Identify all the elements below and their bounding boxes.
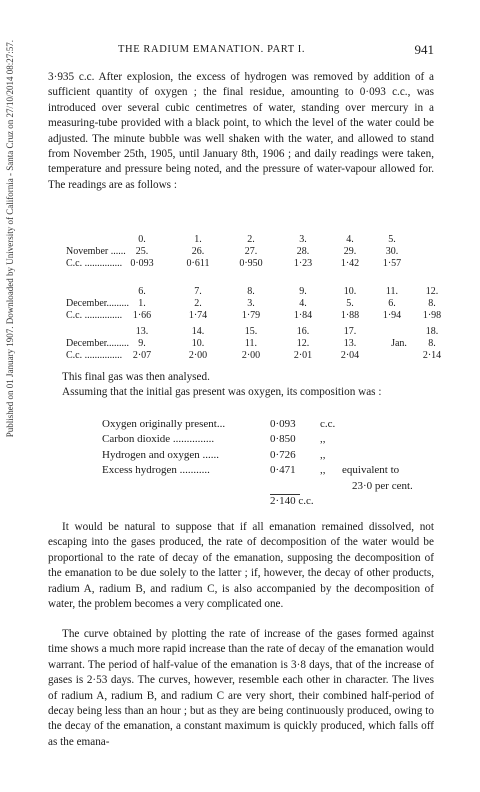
comp-note: 23·0 per cent. — [352, 479, 413, 492]
download-notice: Published on 01 January 1907. Downloaded by University of California - Santa Cruz on 27/10/2014 08:27:57. — [5, 40, 15, 438]
comp-total: 2·140 c.c. — [270, 494, 314, 507]
table-cell: 13. — [135, 326, 149, 337]
table-cell: 4. — [299, 298, 307, 309]
table-cell: 8. — [428, 338, 436, 349]
comp-value: 0·726 — [270, 448, 296, 461]
table-cell: 8. — [428, 298, 436, 309]
table-cell: 17. — [343, 326, 357, 337]
readings-table-december-1 — [66, 286, 446, 322]
table-cell: 25. — [135, 246, 149, 257]
table-cell: 2·14 — [422, 350, 442, 361]
paragraph-curve: The curve obtained by plotting the rate of increase of the gases formed against time shows a much more rapid increase than the rate of decay of the emanation would warrant. The period of half-value of the emanation is 3·8 days, that of the increase of gases is 2·53 days. The curves, however, resemble each other in character. The lives of radium A, radium B, and radium C are very short, their combined half-period of decay being less than an hour ; but as they are being continuously produced, owing to the decay of the emanation, a constant maximum is quickly produced, which falls off as the emana- — [48, 628, 434, 748]
table-row — [66, 286, 446, 298]
table-cell: 1. — [194, 234, 202, 245]
comp-name: Carbon dioxide ............... — [102, 433, 215, 446]
table-row — [66, 258, 446, 270]
table-cell: 13. — [343, 338, 357, 349]
readings-table-november — [66, 234, 446, 246]
comp-unit: c.c. — [320, 418, 336, 430]
table-cell: 28. — [296, 246, 310, 257]
table-cell: 2. — [247, 234, 255, 245]
table-cell: 15. — [244, 326, 258, 337]
comp-value: 0·093 — [270, 418, 296, 430]
comp-value: 0·471 — [270, 464, 296, 477]
table-cell: 6. — [138, 286, 146, 297]
table-cell: 7. — [194, 286, 202, 297]
table-cell: 0·093 — [130, 258, 154, 269]
table-cell: 9. — [138, 338, 146, 349]
table-cell: 12. — [425, 286, 439, 297]
row-label: November ...... — [66, 246, 126, 257]
table-cell: 12. — [296, 338, 310, 349]
table-cell: 1·23 — [293, 258, 313, 269]
comp-name: Oxygen originally present... — [102, 418, 226, 430]
comp-name: Excess hydrogen ........... — [102, 464, 210, 477]
paragraph-intro: 3·935 c.c. After explosion, the excess of hydrogen was removed by addition of a sufficient quantity of oxygen ; the final residue, amounting to 0·093 c.c., was introduced over several cubic centimetres of water, standing over mercury in a measuring-tube provided with a black point, to which the level of the water could be adjusted. The minute bubble was well shaken with the water, and allowed to stand from November 25th, 1905, until January 8th, 1906 ; and daily readings were taken, temperature and pressure being noted, and the pressure of water-vapour allowed for. The readings are as follows : — [48, 71, 434, 191]
comp-unit: ,, — [320, 448, 326, 461]
table-cell: 0·611 — [186, 258, 210, 269]
table-row — [66, 298, 446, 310]
table-cell: 11. — [244, 338, 258, 349]
table-cell: 2. — [194, 298, 202, 309]
table-cell: 1·98 — [422, 310, 442, 321]
table-cell: 0·950 — [239, 258, 263, 269]
table-cell: 1·42 — [340, 258, 360, 269]
paragraph-analysed: This final gas was then analysed. — [62, 371, 210, 383]
table-cell: 8. — [247, 286, 255, 297]
readings-table-november-dates — [66, 246, 446, 270]
table-cell: 2·07 — [132, 350, 152, 361]
table-cell: 4. — [346, 234, 354, 245]
table-cell: 1. — [138, 298, 146, 309]
table-cell: Jan. — [391, 338, 407, 349]
table-cell: 2·00 — [241, 350, 261, 361]
table-cell: 2·04 — [340, 350, 360, 361]
table-cell: 16. — [296, 326, 310, 337]
table-cell: 2·00 — [188, 350, 208, 361]
table-cell: 1·57 — [382, 258, 402, 269]
table-cell: 18. — [425, 326, 439, 337]
table-cell: 29. — [343, 246, 357, 257]
paragraph-natural: It would be natural to suppose that if all emanation remained dissolved, not escaping into the gases produced, the rate of decomposition of the water would be proportional to the rate of decay of the emanation, supposing the decomposition of the emanation to be due solely to the latter ; if, however, the decay of other products, radium A, radium B, and radium C, is also accompanied by the decomposition of water, the problem becomes a very complicated one. — [48, 521, 434, 611]
table-cell: 26. — [191, 246, 205, 257]
table-row — [66, 246, 446, 258]
running-title: THE RADIUM EMANATION. PART I. — [118, 44, 306, 55]
comp-name: Hydrogen and oxygen ...... — [102, 448, 220, 461]
sum-rule — [270, 494, 300, 495]
table-row — [66, 310, 446, 322]
table-cell: 14. — [191, 326, 205, 337]
comp-value: 0·850 — [270, 433, 296, 446]
table-row — [66, 350, 446, 362]
table-cell: 11. — [385, 286, 399, 297]
table-cell: 1·66 — [132, 310, 152, 321]
table-cell: 0. — [138, 234, 146, 245]
table-cell: 6. — [388, 298, 396, 309]
row-label: December......... — [66, 338, 130, 349]
table-cell: 1·88 — [340, 310, 360, 321]
table-cell: 3. — [299, 234, 307, 245]
row-label: C.c. ............... — [66, 258, 123, 269]
table-cell: 1·84 — [293, 310, 313, 321]
download-watermark — [3, 40, 17, 740]
table-row — [66, 326, 446, 338]
comp-note: equivalent to — [342, 464, 400, 477]
table-cell: 30. — [385, 246, 399, 257]
table-cell: 1·79 — [241, 310, 261, 321]
row-label: December......... — [66, 298, 130, 309]
row-label: C.c. ............... — [66, 310, 123, 321]
table-cell: 9. — [299, 286, 307, 297]
table-cell: 1·94 — [382, 310, 402, 321]
table-row — [66, 338, 446, 350]
row-label: C.c. ............... — [66, 350, 123, 361]
page-number: 941 — [414, 42, 434, 57]
readings-table-december-2 — [66, 326, 446, 362]
table-cell: 5. — [388, 234, 396, 245]
table-cell: 27. — [244, 246, 258, 257]
table-cell: 10. — [191, 338, 205, 349]
table-cell: 3. — [247, 298, 255, 309]
table-cell: 1·74 — [188, 310, 208, 321]
comp-unit: ,, — [320, 433, 326, 446]
comp-unit: ,, — [320, 464, 326, 477]
table-cell: 10. — [343, 286, 357, 297]
table-cell: 2·01 — [293, 350, 313, 361]
table-cell: 5. — [346, 298, 354, 309]
paragraph-assuming: Assuming that the initial gas present was oxygen, its composition was : — [62, 386, 382, 398]
table-row — [66, 234, 446, 246]
